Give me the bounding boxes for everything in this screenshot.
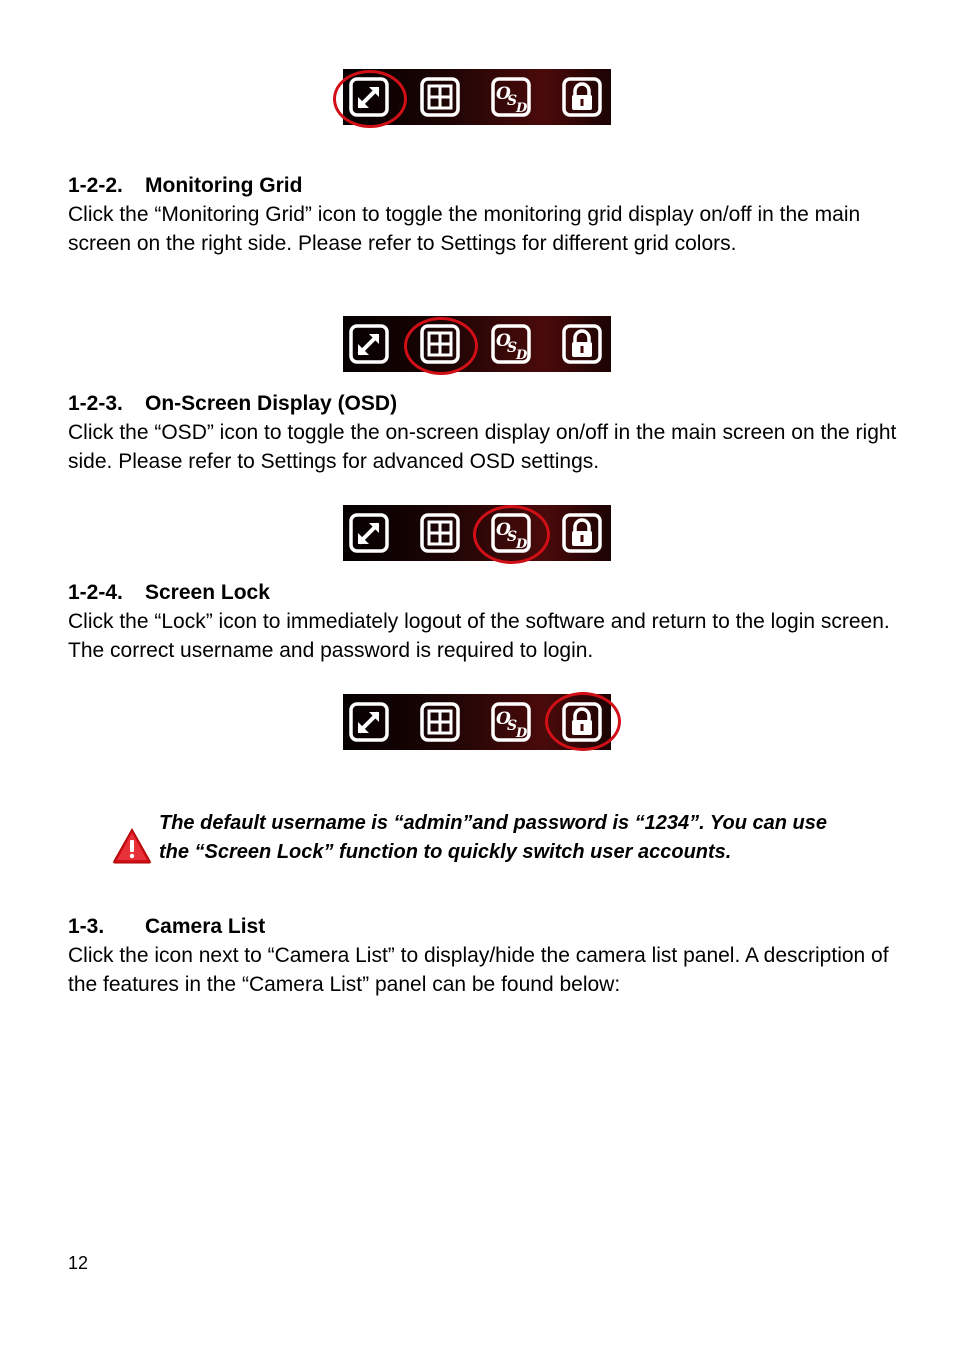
osd-icon bbox=[491, 513, 531, 553]
osd-letter-s: S bbox=[507, 93, 518, 109]
osd-icon bbox=[491, 702, 531, 742]
section-number: 1-2-2. bbox=[68, 174, 123, 197]
osd-letter-d: D bbox=[516, 726, 528, 741]
fullscreen-icon bbox=[349, 77, 389, 117]
osd-letter-s: S bbox=[507, 340, 518, 356]
section-title: Monitoring Grid bbox=[145, 174, 303, 197]
toolbar-image bbox=[343, 316, 611, 372]
osd-icon bbox=[491, 324, 531, 364]
section-text: Click the “Monitoring Grid” icon to toggle the monitoring grid display on/off in the main screen on the right side. Please refer to Settings for different grid colors. bbox=[68, 203, 861, 255]
fullscreen-icon bbox=[349, 324, 389, 364]
section-title: Camera List bbox=[145, 915, 266, 938]
section-number: 1-3. bbox=[68, 915, 105, 938]
toolbar-image bbox=[343, 505, 611, 561]
fullscreen-icon bbox=[349, 513, 389, 553]
osd-letter-o: O bbox=[496, 331, 511, 351]
section-heading bbox=[68, 389, 397, 418]
section-text: Click the “Lock” icon to immediately logout of the software and return to the login screen. The correct username and password is required to login. bbox=[68, 610, 890, 662]
osd-letter-d: D bbox=[516, 101, 528, 116]
lock-icon bbox=[562, 324, 602, 364]
osd-letter-o: O bbox=[496, 84, 511, 104]
lock-icon bbox=[562, 702, 602, 742]
warning-icon bbox=[112, 827, 152, 864]
section-number: 1-2-4. bbox=[68, 581, 123, 604]
grid-icon bbox=[420, 324, 460, 364]
section-text: Click the “OSD” icon to toggle the on-screen display on/off in the main screen on the right side. Please refer to Settings for advanced OSD settings. bbox=[68, 421, 897, 473]
toolbar-image bbox=[343, 694, 611, 750]
section-heading bbox=[68, 171, 302, 200]
grid-icon bbox=[420, 702, 460, 742]
toolbar-image bbox=[343, 69, 611, 125]
lock-icon bbox=[562, 77, 602, 117]
grid-icon bbox=[420, 513, 460, 553]
grid-icon bbox=[420, 77, 460, 117]
osd-letter-d: D bbox=[516, 537, 528, 552]
note-text: The default username is “admin”and password is “1234”. You can use the “Screen Lock” function to quickly switch user accounts. bbox=[159, 812, 827, 863]
osd-letter-o: O bbox=[496, 709, 511, 729]
section-heading bbox=[68, 578, 270, 607]
osd-letter-d: D bbox=[516, 348, 528, 363]
section-title: On-Screen Display (OSD) bbox=[145, 392, 398, 415]
fullscreen-icon bbox=[349, 702, 389, 742]
section-text: Click the icon next to “Camera List” to display/hide the camera list panel. A description of the features in the “Camera List” panel can be found below: bbox=[68, 944, 889, 996]
osd-icon bbox=[491, 77, 531, 117]
lock-icon bbox=[562, 513, 602, 553]
osd-letter-s: S bbox=[507, 718, 518, 734]
section-heading bbox=[68, 912, 265, 941]
osd-letter-s: S bbox=[507, 529, 518, 545]
page-number: 12 bbox=[68, 1253, 89, 1273]
section-title: Screen Lock bbox=[145, 581, 270, 604]
section-number: 1-2-3. bbox=[68, 392, 123, 415]
osd-letter-o: O bbox=[496, 520, 511, 540]
